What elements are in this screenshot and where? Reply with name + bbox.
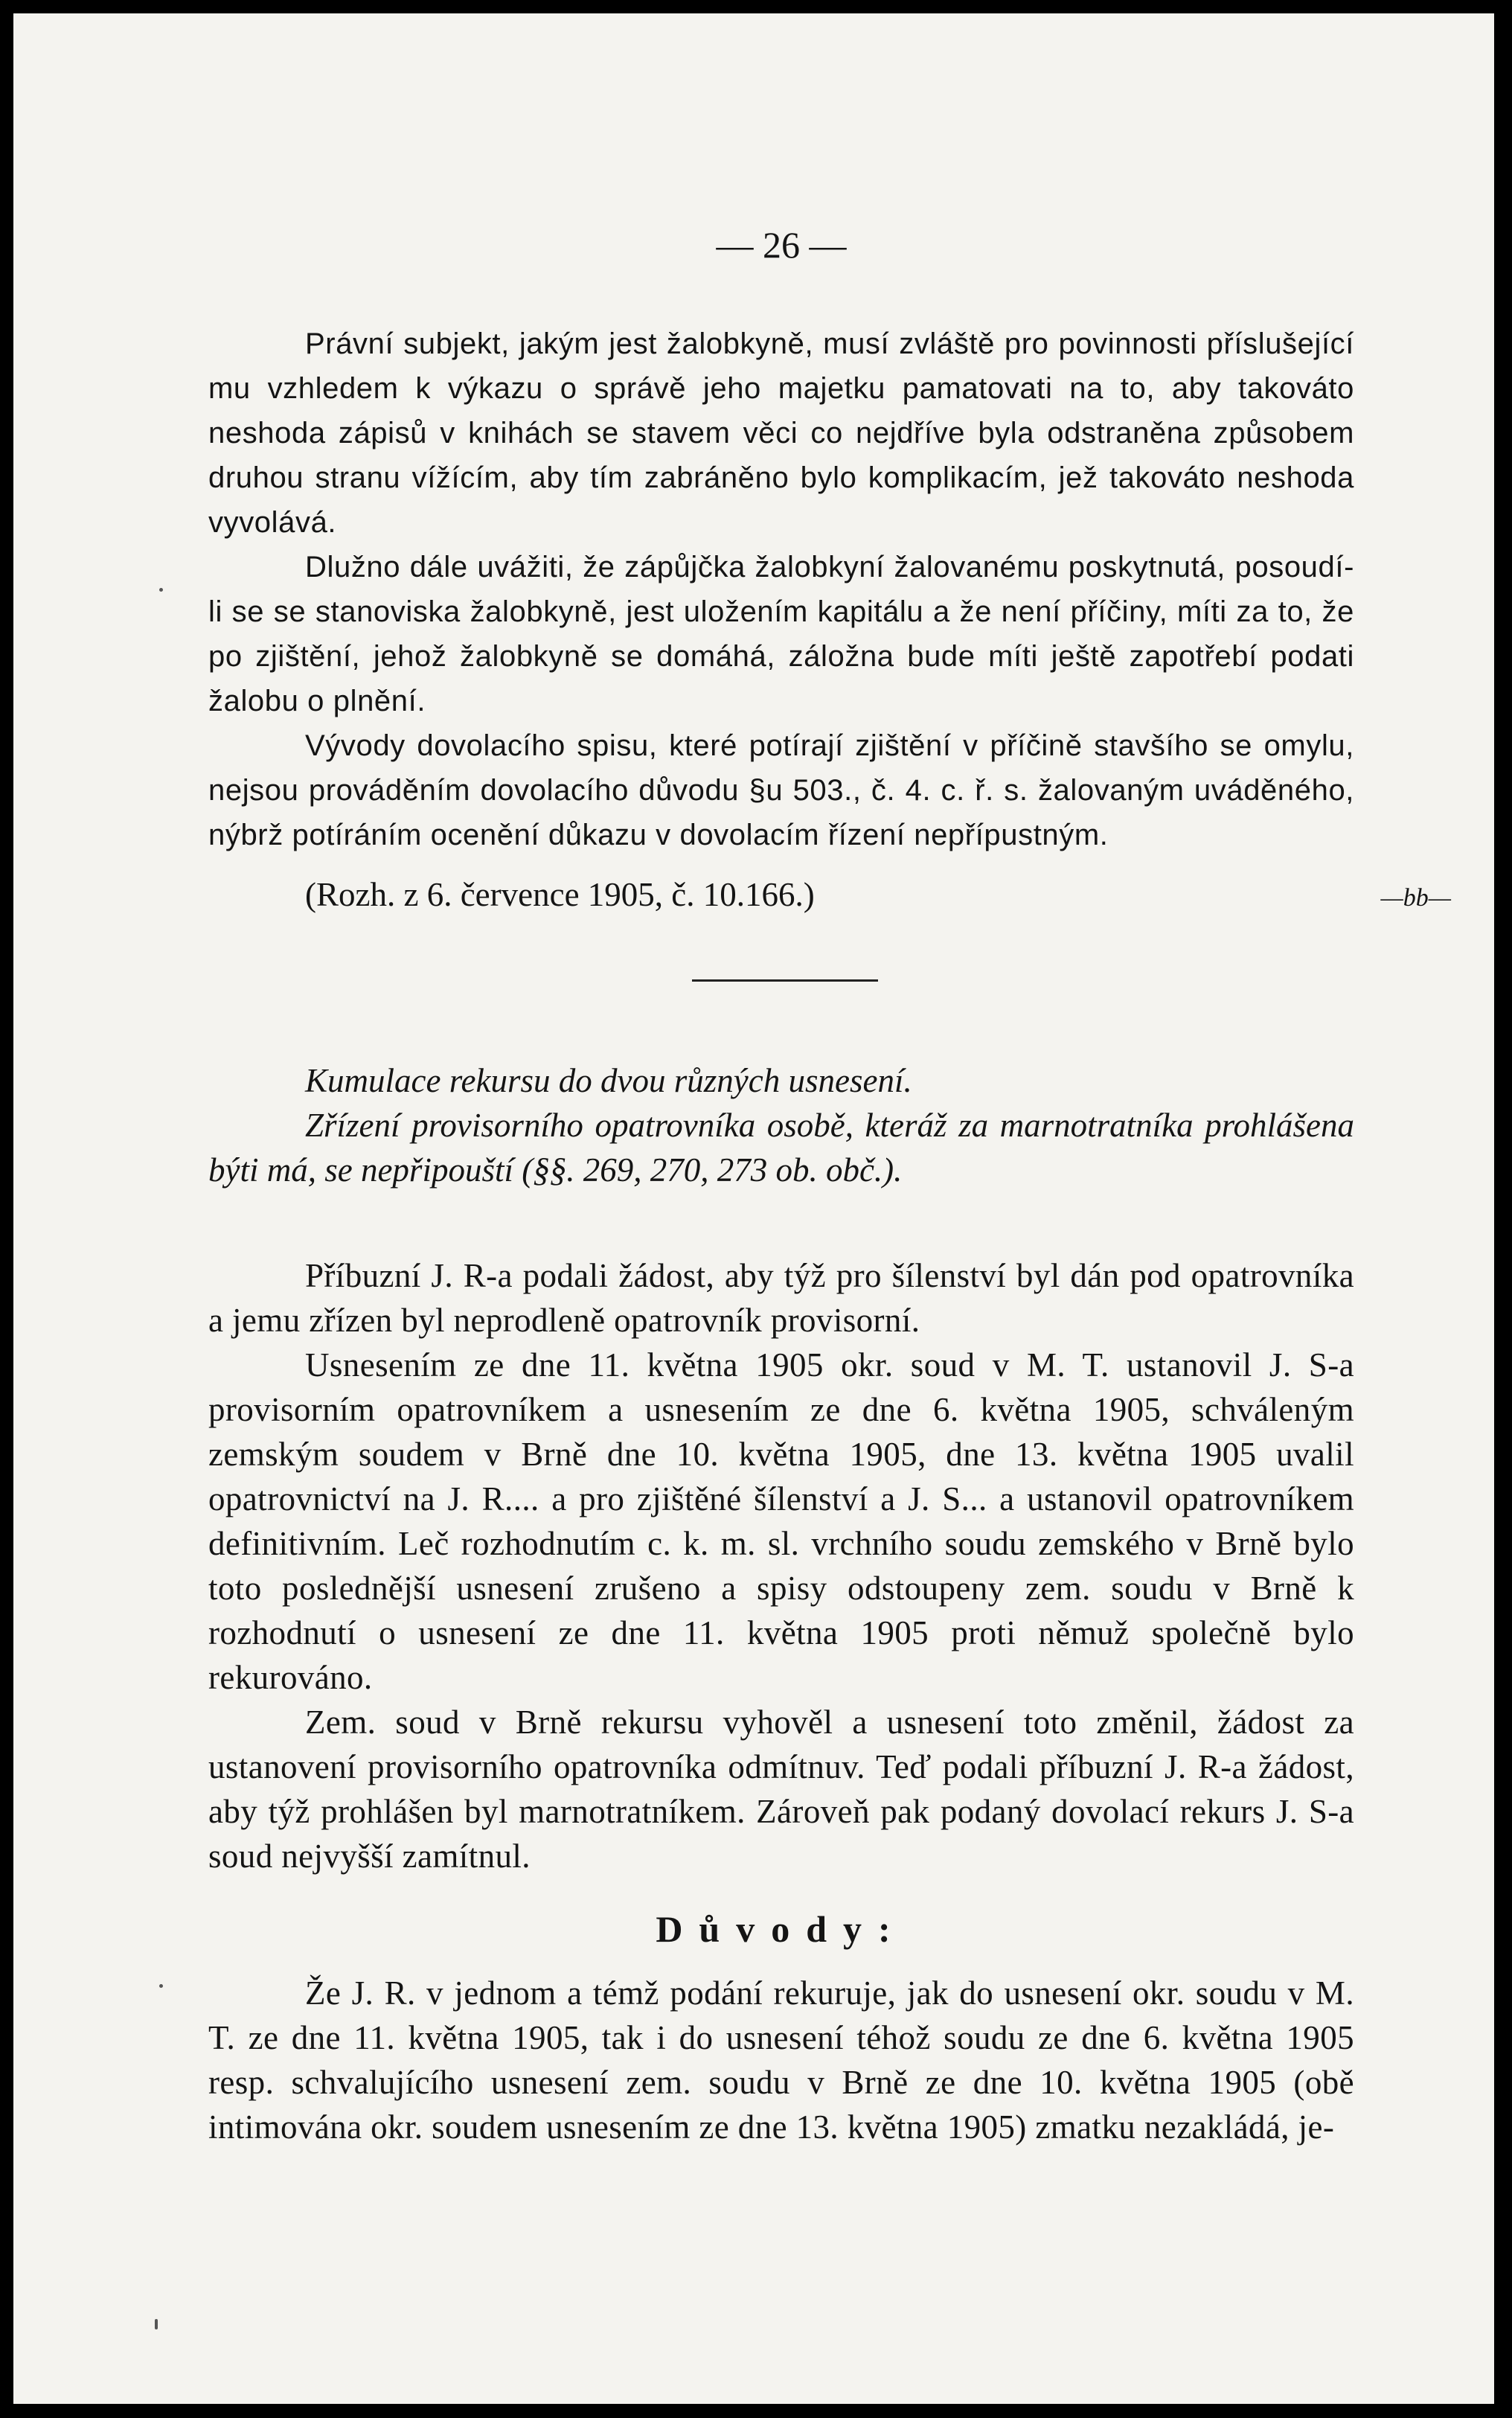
scanned-page: [13, 13, 1494, 2404]
paragraph: Dlužno dále uvážiti, že zápůjčka žalobkyní žalovanému poskytnutá, posoudí-li se se stanoviska žalobkyně, jest uložením kapitálu a že není příčiny, míti za to, že po zjištění, jehož žalobkyně se domáhá, záložna bude míti ještě zapotřebí podati žalobu o plnění.: [208, 551, 1354, 717]
decision-subtitle: Zřízení provisorního opatrovníka osobě, kteráž za marnotratníka prohlášena býti má, se nepřipouští (§§. 269, 270, 273 ob. obč.).: [208, 1107, 1354, 1189]
author-signature: —bb—: [1380, 884, 1451, 912]
paragraph: Zem. soud v Brně rekursu vyhověl a usnesení toto změnil, žádost za ustanovení provisorního opatrovníka odmítnuv. Teď podali příbuzní J. R-a žádost, aby týž prohlášen byl marnotratníkem. Zároveň pak podaný dovolací rekurs J. S-a soud nejvyšší zamítnul.: [208, 1704, 1354, 1875]
scan-speck: [159, 1984, 163, 1988]
paragraph: Příbuzní J. R-a podali žádost, aby týž pro šílenství byl dán pod opatrovníka a jemu zřízen byl neprodleně opatrovník provisorní.: [208, 1257, 1354, 1339]
paragraph: Vývody dovolacího spisu, které potírají zjištění v příčině stavšího se omylu, nejsou prováděním dovolacího důvodu §u 503., č. 4. c. ř. s. žalovaným uváděného, nýbrž potíráním ocenění důkazu v dovolacím řízení nepřípustným.: [208, 729, 1354, 851]
scan-speck: [159, 588, 163, 592]
paragraph: Že J. R. v jednom a témž podání rekuruje, jak do usnesení okr. soudu v M. T. ze dne 11. května 1905, tak i do usnesení téhož soudu ze dne 6. května 1905 resp. schvalujícího usnesení zem. soudu v Brně ze dne 10. května 1905 (obě intimována okr. soudem usnesením ze dne 13. května 1905) zmatku nezakládá, je-: [208, 1974, 1354, 2146]
decision-headnote: [208, 1058, 1354, 1192]
section-facts: [208, 1253, 1354, 1878]
scan-speck: [155, 2319, 158, 2329]
reasons-heading: Důvody:: [656, 1908, 907, 1950]
page-number: — 26 —: [716, 224, 847, 266]
decision-reference: (Rozh. z 6. července 1905, č. 10.166.): [305, 876, 815, 913]
paragraph: Usnesením ze dne 11. května 1905 okr. soud v M. T. ustanovil J. S-a provisorním opatrovníkem a usnesením ze dne 6. května 1905, schváleným zemským soudem v Brně dne 10. května 1905, dne 13. května 1905 uvalil opatrovnictví na J. R.... a pro zjištěné šílenství a J. S... a ustanovil opatrovníkem definitivním. Leč rozhodnutím c. k. m. sl. vrchního soudu zemského v Brně bylo toto poslednější usnesení zrušeno a spisy odstoupeny zem. soudu v Brně k rozhodnutí o usnesení ze dne 11. května 1905 proti němuž společně bylo rekurováno.: [208, 1346, 1354, 1696]
paragraph: Právní subjekt, jakým jest žalobkyně, musí zvláště pro povinnosti příslušející mu vzhledem k výkazu o správě jeho majetku pamatovati na to, aby takováto neshoda zápisů v knihách se stavem věci co nejdříve byla odstraněna způsobem druhou stranu vížícím, aby tím zabráněno bylo komplikacím, jež takováto neshoda vyvolává.: [208, 327, 1354, 539]
decision-reference-line: [208, 872, 1451, 921]
decision-title: Kumulace rekursu do dvou různých usnesení.: [305, 1062, 912, 1099]
section-reasons: [208, 1971, 1354, 2149]
section-previous-decision: [208, 322, 1354, 857]
section-divider: [692, 979, 878, 982]
